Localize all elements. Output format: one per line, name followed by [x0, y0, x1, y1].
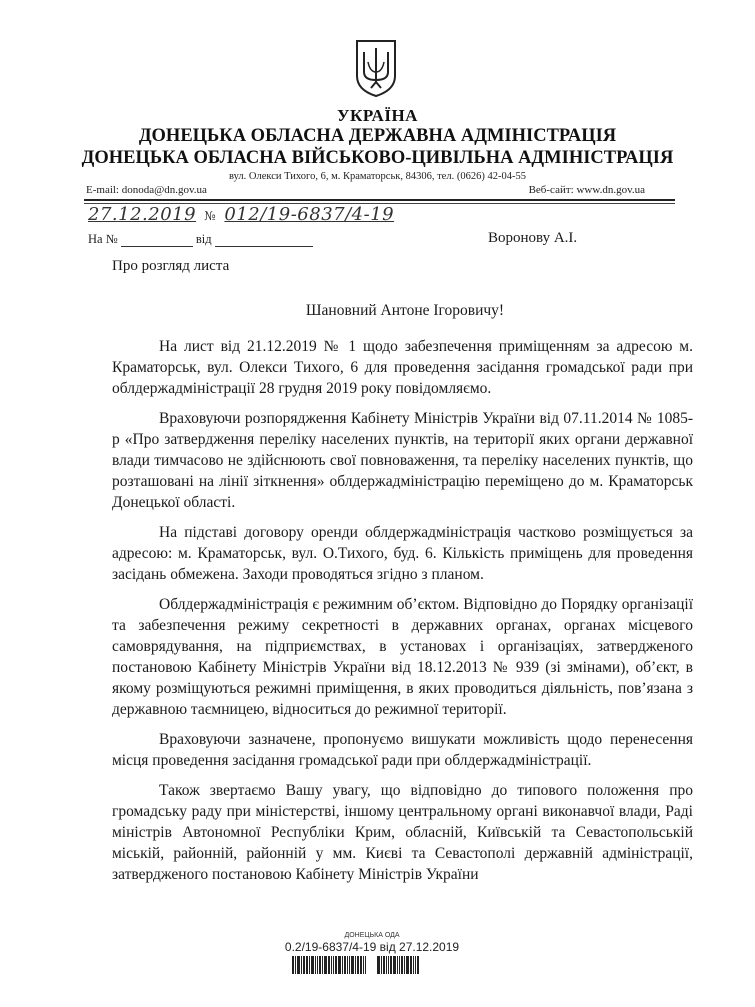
org-website: Веб-сайт: www.dn.gov.ua: [528, 184, 645, 196]
stamp-registration: 0.2/19-6837/4-19 від 27.12.2019: [284, 940, 460, 954]
barcode-bar: [328, 956, 330, 974]
barcode-bar: [410, 956, 412, 974]
barcode-bar: [360, 956, 362, 974]
org-title-1: ДОНЕЦЬКА ОБЛАСНА ДЕРЖАВНА АДМІНІСТРАЦІЯ: [138, 126, 617, 146]
barcode-bar: [331, 956, 332, 974]
subject: Про розгляд листа: [112, 258, 230, 274]
barcode-bar: [351, 956, 354, 974]
barcode-bar: [355, 956, 356, 974]
barcode-bar: [401, 956, 403, 974]
barcode-bar: [309, 956, 310, 974]
barcode-bar: [413, 956, 414, 974]
barcode-bar: [338, 956, 341, 974]
barcode-bar: [315, 956, 316, 974]
barcode-bar: [349, 956, 350, 974]
barcode-bar: [319, 956, 321, 974]
barcode-bar: [386, 956, 387, 974]
barcode-bar: [388, 956, 389, 974]
barcode-bar: [363, 956, 364, 974]
registration-stamp: [272, 932, 472, 974]
barcode-bar: [381, 956, 382, 974]
reply-reference-line: [88, 232, 313, 247]
registration-number: 012/19-6837/4-19: [224, 204, 395, 225]
body-paragraph: На підставі договору оренди облдержадміністрація частково розміщується за адресою: м. Краматорськ, вул. О.Тихого, буд. 6. Кількість приміщень для проведення засідань обмежена. Заходи проводяться згідно з планом.: [112, 524, 693, 583]
barcode-icon: [292, 956, 472, 974]
barcode-bar: [383, 956, 385, 974]
barcode-bar: [303, 956, 305, 974]
barcode-bar: [365, 956, 366, 974]
stamp-org: ДОНЕЦЬКА ОДА: [344, 932, 400, 939]
barcode-bar: [415, 956, 416, 974]
registration-number-label: №: [204, 209, 217, 223]
org-email: E-mail: donoda@dn.gov.ua: [86, 184, 207, 196]
barcode-bar: [295, 956, 296, 974]
barcode-bar: [306, 956, 308, 974]
org-title-2: ДОНЕЦЬКА ОБЛАСНА ВІЙСЬКОВО-ЦИВІЛЬНА АДМІНІСТРАЦІЯ: [81, 148, 674, 168]
reply-to-label: На №: [88, 232, 118, 246]
barcode-bar: [377, 956, 380, 974]
barcode-bar: [292, 956, 294, 974]
barcode-bar: [390, 956, 392, 974]
body-paragraph: Враховуючи зазначене, пропонуємо вишукати можливість щодо перенесення місця проведення засідання громадської ради при облдержадміністрації.: [112, 731, 693, 769]
salutation: Шановний Антоне Ігоровичу!: [305, 302, 505, 319]
barcode-bar: [333, 956, 334, 974]
barcode-bar: [397, 956, 398, 974]
from-blank: [215, 235, 313, 247]
barcode-bar: [399, 956, 400, 974]
body-paragraph: Облдержадміністрація є режимним об’єктом. Відповідно до Порядку організації та забезпечення режиму секретності в державних органах, органах місцевого самоврядування, на підприємствах, в установах і організаціях, затвердженого постановою Кабінету Міністрів України від 18.12.2013 № 939 (зі змінами), об’єкт, в якому розміщуються режимні приміщення, в яких проводиться діяльність, пов’язана з державною таємницею, відноситься до режимної території.: [112, 596, 693, 718]
from-label: від: [195, 232, 212, 246]
barcode-bar: [406, 956, 409, 974]
barcode-bar: [301, 956, 302, 974]
barcode-bar: [322, 956, 323, 974]
org-address: вул. Олекси Тихого, 6, м. Краматорськ, 84306, тел. (0626) 42-04-55: [229, 171, 526, 182]
trident-emblem-icon: [354, 38, 398, 98]
barcode-bar: [344, 956, 346, 974]
barcode-bar: [335, 956, 337, 974]
registration-handwritten: [88, 204, 394, 225]
barcode-bar: [311, 956, 314, 974]
letterhead-divider: [84, 199, 675, 201]
country-title: УКРАЇНА: [337, 106, 418, 125]
barcode-bar: [324, 956, 327, 974]
barcode-bar: [342, 956, 343, 974]
letter-body: [112, 336, 693, 894]
body-paragraph: Враховуючи розпорядження Кабінету Міністрів України від 07.11.2014 № 1085-р «Про затвердження переліку населених пунктів, на території яких органи державної влади тимчасово не здійснюють свої повноваження, та переліку населених пунктів, що розташовані на лінії зіткнення» облдержадміністрацію переміщено до м. Краматорськ Донецької області.: [112, 410, 693, 511]
barcode-bar: [317, 956, 318, 974]
barcode-bar: [404, 956, 405, 974]
body-paragraph: Також звертаємо Вашу увагу, що відповідно до типового положення про громадську раду при міністерстві, іншому центральному органі виконавчої влади, Раді міністрів Автономної Республіки Крим, обласній, Київській та Севастопольській міській, районній, районній у мм. Києві та Севастополі державній адміністрації, затвердженого постановою Кабінету Міністрів України: [112, 782, 693, 883]
barcode-bar: [357, 956, 359, 974]
addressee: Воронову А.І.: [488, 230, 578, 246]
barcode-bar: [393, 956, 396, 974]
body-paragraph: На лист від 21.12.2019 № 1 щодо забезпечення приміщенням за адресою м. Краматорськ, вул. Олекси Тихого, 6 для проведення засідання громадської ради при облдержадміністрації 28 грудня 2019 року повідомляємо.: [112, 338, 693, 397]
barcode-bar: [297, 956, 300, 974]
reply-to-blank: [121, 235, 193, 247]
barcode-bar: [417, 956, 419, 974]
barcode-bar: [347, 956, 348, 974]
registration-date: 27.12.2019: [88, 204, 197, 225]
